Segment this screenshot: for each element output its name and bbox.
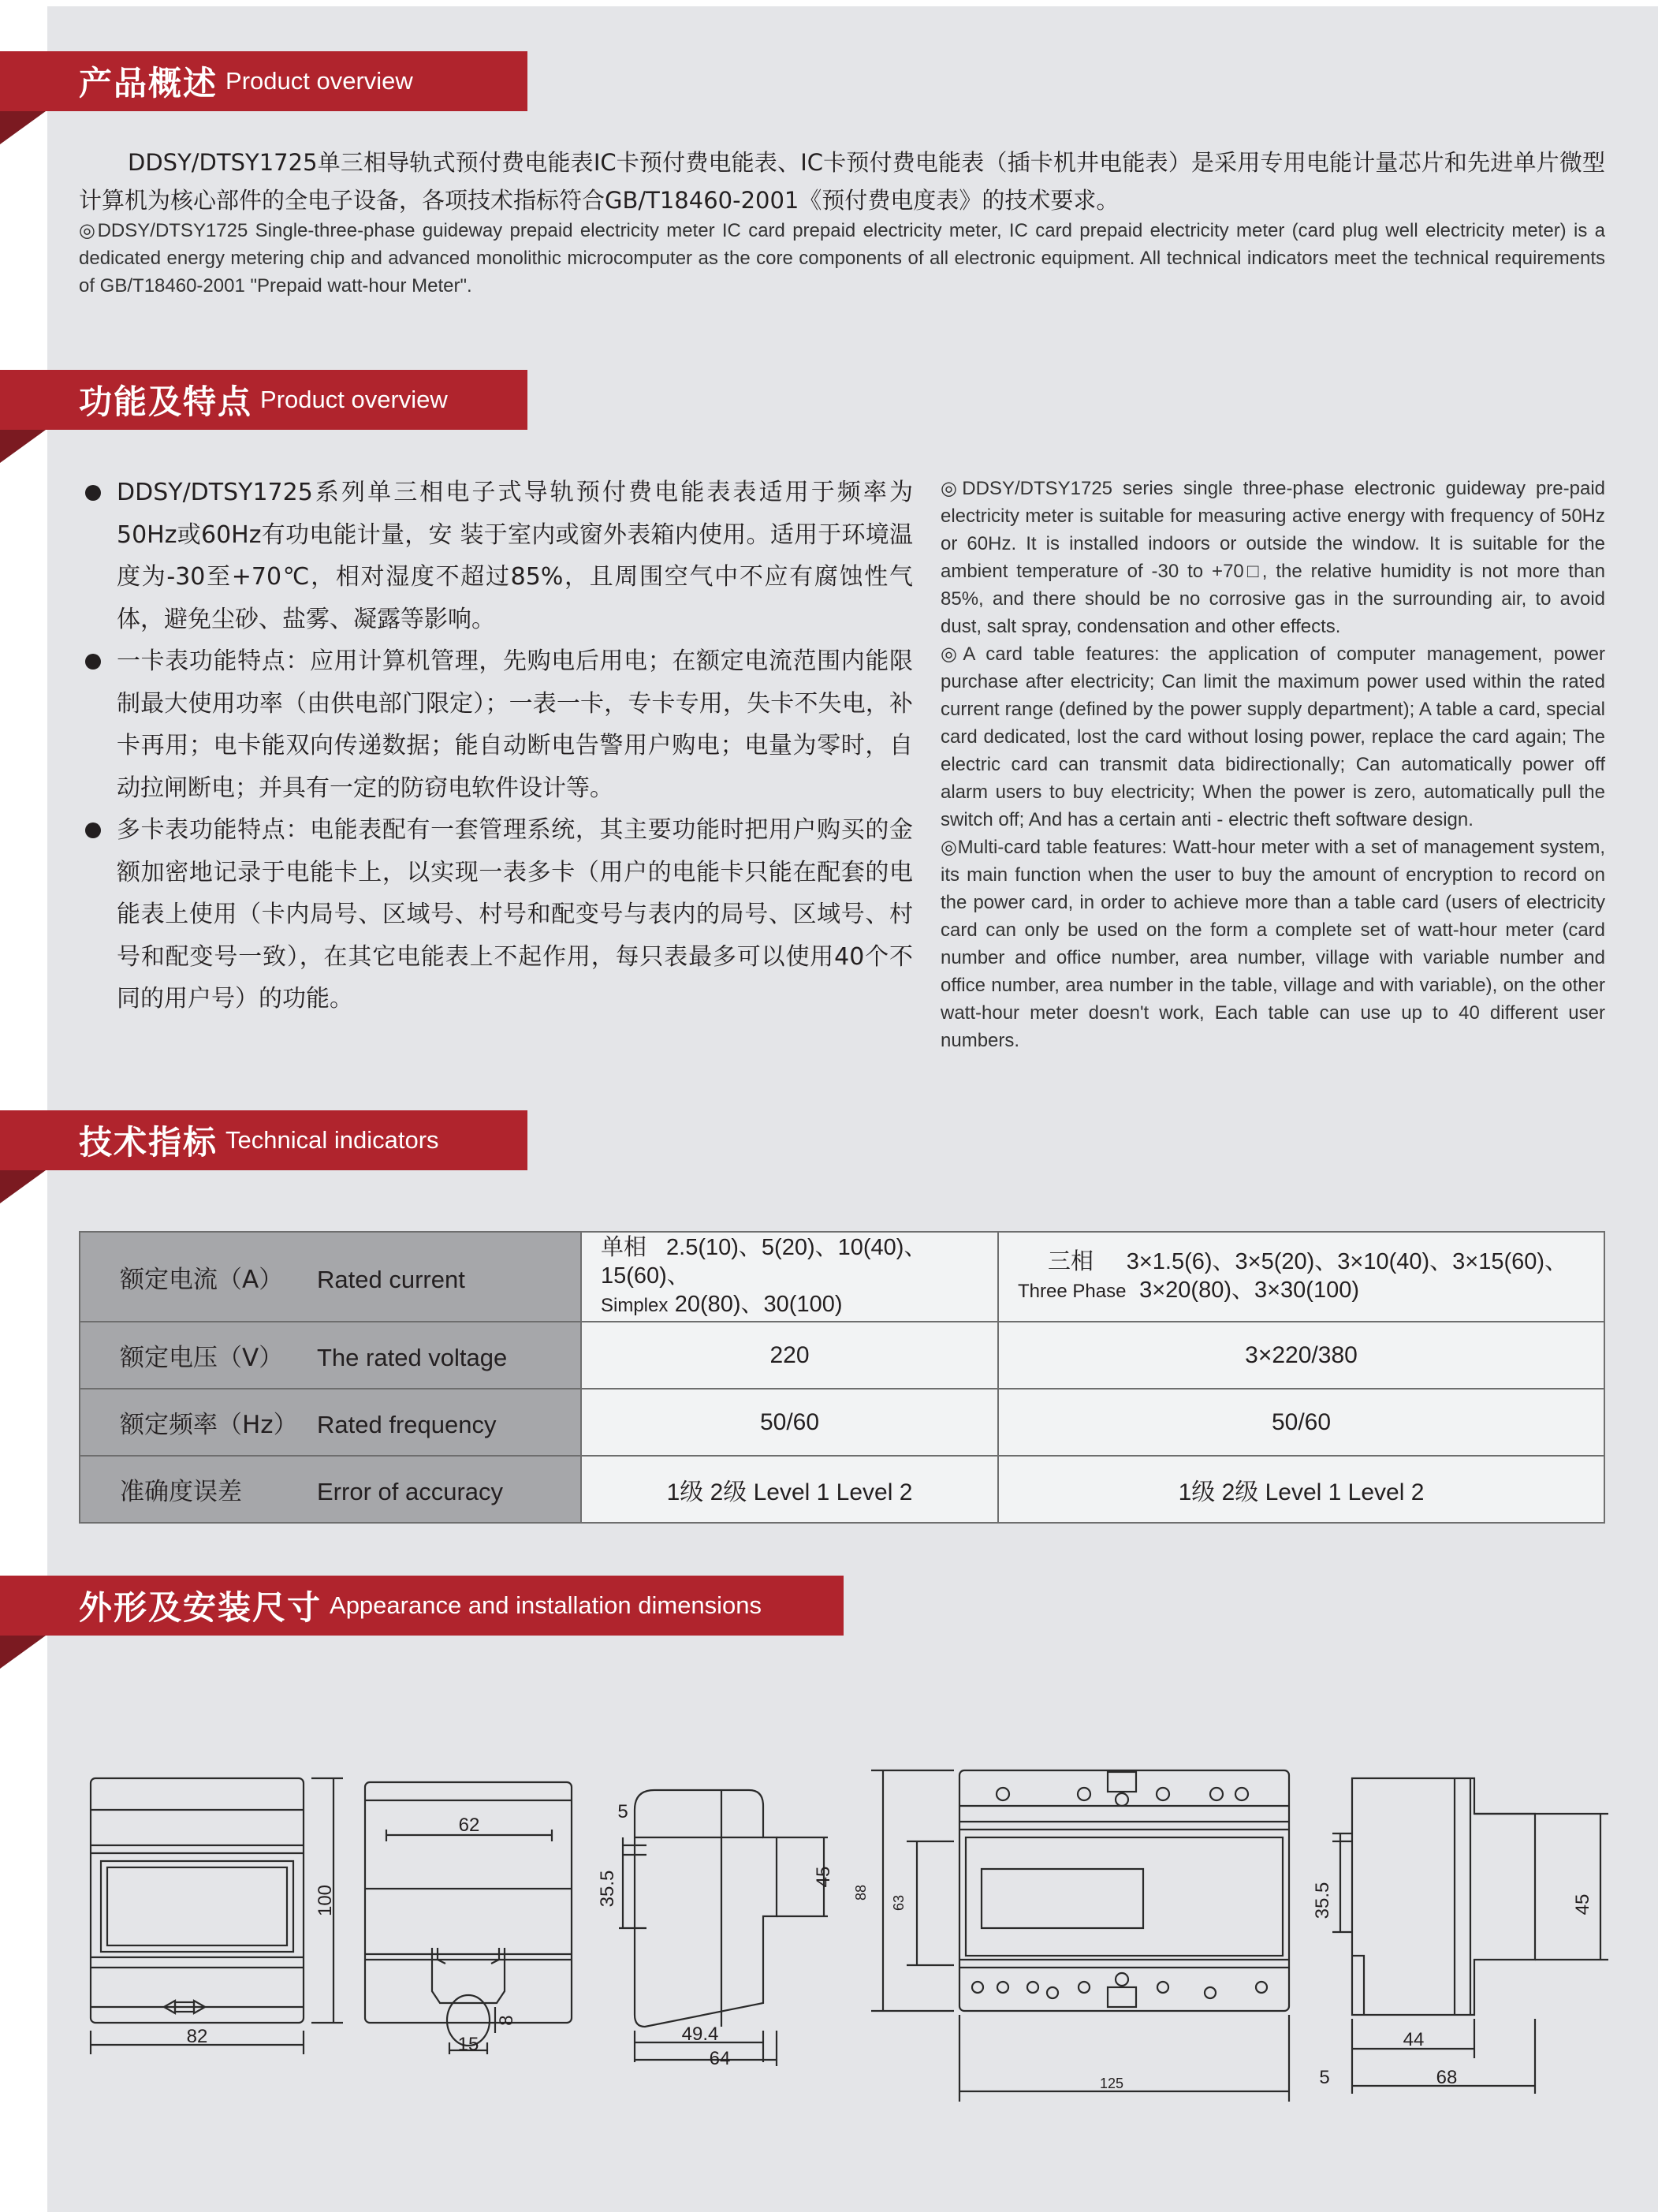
page-panel xyxy=(47,6,1658,2212)
dim-8: 8 xyxy=(496,2015,517,2026)
technical-table xyxy=(79,1231,1605,1524)
overview-en-paragraph: ◎DDSY/DTSY1725 Single-three-phase guideway prepaid electricity meter IC card prepaid electricity meter, IC card prepaid electricity meter (card plug well electricity meter) is a dedicated energy metering chip and advanced monolithic microcomputer as the core components of all electronic equipment. All technical indicators meet the technical requirements of GB/T18460-2001 "Prepaid watt-hour Meter". xyxy=(79,220,1605,297)
feature-en-text: ◎DDSY/DTSY1725 series single three-phase electronic guideway pre-paid electricity meter is suitable for measuring active energy with frequency of 50Hz or 60Hz. It is installed indoors or outside the window. It is suitable for the ambient temperature of -30 to +70□, the relative humidity is not more than 85%, and there should be no corrosive gas in the surrounding air, to avoid dust, salt spray, condensation and other effects. xyxy=(941,478,1605,637)
single-zh: 单相 xyxy=(601,1235,647,1260)
row-label xyxy=(80,1322,581,1389)
dim-5b: 5 xyxy=(1319,2067,1330,2088)
bullet-icon xyxy=(85,823,101,838)
section-banner-technical xyxy=(0,1110,527,1170)
banner-fold xyxy=(0,430,46,463)
row-label xyxy=(80,1232,581,1322)
features-zh-list xyxy=(79,472,913,1020)
dim-35-5a: 35.5 xyxy=(597,1870,618,1908)
label-en: Rated current xyxy=(317,1265,465,1293)
banner-fold xyxy=(0,111,46,144)
dim-45b: 45 xyxy=(1572,1893,1593,1915)
three-en: Three Phase xyxy=(1018,1281,1127,1302)
single-value: 50/60 xyxy=(581,1389,998,1456)
dim-44: 44 xyxy=(1403,2029,1425,2050)
section-title-en: Product overview xyxy=(225,67,413,95)
table-row xyxy=(80,1456,1604,1523)
dim-64: 64 xyxy=(709,2048,731,2069)
dim-68: 68 xyxy=(1436,2067,1458,2088)
row-label xyxy=(80,1456,581,1523)
section-title-en: Appearance and installation dimensions xyxy=(330,1591,762,1619)
section-title-zh: 功能及特点 xyxy=(79,382,253,421)
three-zh: 三相 xyxy=(1048,1249,1094,1274)
banner-fold xyxy=(0,1636,46,1669)
label-zh: 额定电压（V） xyxy=(120,1344,284,1372)
single-line2: 20(80)、30(100) xyxy=(674,1292,843,1317)
dim-15: 15 xyxy=(457,2034,479,2055)
dim-35-5b: 35.5 xyxy=(1312,1882,1333,1919)
section-title-zh: 技术指标 xyxy=(79,1123,218,1162)
label-en: The rated voltage xyxy=(317,1344,508,1371)
three-phase-current xyxy=(998,1232,1604,1322)
single-line1: 2.5(10)、5(20)、10(40)、15(60)、 xyxy=(601,1235,927,1289)
feature-en-text: ◎Multi-card table features: Watt-hour meter with a set of management system, its main function when the user to buy the amount of encryption to record on the power card, in order to achieve more than a table card (users of electricity card can only be used on the form a complete set of watt-hour meter (card number and office number, area number, village with variable number and office number, area number in the table, village and with variable), on the other watt-hour meter doesn't work, Each table can use up to 40 different user numbers. xyxy=(941,837,1605,1051)
label-en: Error of accuracy xyxy=(317,1478,504,1505)
feature-text: 多卡表功能特点：电能表配有一套管理系统，其主要功能时把用户购买的金额加密地记录于电能卡上，以实现一表多卡（用户的电能卡只能在配套的电能表上使用（卡内局号、区域号、村号和配变号与表内的局号、区域号、村号和配变号一致），在其它电能表上不起作用，每只表最多可以使用40个不同的用户号）的功能。 xyxy=(117,816,913,1013)
single-en: Simplex xyxy=(601,1295,669,1316)
section-title-zh: 产品概述 xyxy=(79,64,218,103)
dim-125: 125 xyxy=(1099,2076,1124,2091)
single-value: 1级 2级 Level 1 Level 2 xyxy=(581,1456,998,1523)
list-item xyxy=(79,640,913,809)
dim-88: 88 xyxy=(853,1884,869,1901)
section-title-en: Technical indicators xyxy=(225,1126,439,1154)
banner-fold xyxy=(0,1170,46,1203)
list-item xyxy=(79,809,913,1020)
label-zh: 准确度误差 xyxy=(120,1478,242,1506)
row-label xyxy=(80,1389,581,1456)
overview-zh-paragraph: DDSY/DTSY1725单三相导轨式预付费电能表IC卡预付费电能表、IC卡预付费电能表（插卡机井电能表）是采用专用电能计量芯片和先进单片微型计算机为核心部件的全电子设备，各项技术指标符合GB/T18460-2001《预付费电度表》的技术要求。 xyxy=(79,149,1605,214)
dim-100: 100 xyxy=(315,1884,336,1917)
feature-en-text: ◎A card table features: the application of computer management, power purchase after electricity; Can limit the maximum power used within the rated current range (defined by the power supply department); A table a card, special card dedicated, lost the card without losing power, replace the card again; The electric card can transmit data bidirectionally; Can automatically power off alarm users to buy electricity; When the power is zero, automatically pull the switch off; And has a certain anti - electric theft software design. xyxy=(941,643,1605,830)
dim-5a: 5 xyxy=(617,1801,628,1822)
three-line2: 3×20(80)、3×30(100) xyxy=(1139,1278,1360,1303)
three-value: 50/60 xyxy=(998,1389,1604,1456)
section-banner-overview xyxy=(0,51,527,111)
bullet-icon xyxy=(85,654,101,670)
table-row xyxy=(80,1389,1604,1456)
section-banner-features xyxy=(0,370,527,430)
dim-63: 63 xyxy=(891,1894,907,1912)
feature-text: DDSY/DTSY1725系列单三相电子式导轨预付费电能表表适用于频率为50Hz或60Hz有功电能计量，安 装于室内或窗外表箱内使用。适用于环境温度为-30至+70℃，相对湿度不超过85%，且周围空气中不应有腐蚀性气体，避免尘砂、盐雾、凝露等影响。 xyxy=(117,479,913,633)
section-title-en: Product overview xyxy=(260,386,448,413)
single-phase-current xyxy=(581,1232,998,1322)
feature-text: 一卡表功能特点：应用计算机管理，先购电后用电；在额定电流范围内能限制最大使用功率（由供电部门限定）；一表一卡，专卡专用，失卡不失电，补卡再用；电卡能双向传递数据；能自动断电告警用户购电；电量为零时，自动拉闸断电；并具有一定的防窃电软件设计等。 xyxy=(117,647,913,802)
section-title-zh: 外形及安装尺寸 xyxy=(79,1588,322,1627)
table-row xyxy=(80,1232,1604,1322)
bullet-icon xyxy=(85,485,101,501)
three-line1: 3×1.5(6)、3×5(20)、3×10(40)、3×15(60)、 xyxy=(1126,1249,1568,1274)
label-zh: 额定频率（Hz） xyxy=(120,1411,298,1439)
features-en-list xyxy=(941,475,1605,1054)
single-value: 220 xyxy=(581,1322,998,1389)
label-zh: 额定电流（A） xyxy=(120,1265,284,1294)
three-value: 1级 2级 Level 1 Level 2 xyxy=(998,1456,1604,1523)
dim-62: 62 xyxy=(458,1815,480,1836)
list-item xyxy=(79,472,913,640)
dim-49-4: 49.4 xyxy=(681,2024,719,2045)
dim-45a: 45 xyxy=(813,1866,834,1888)
dim-82: 82 xyxy=(186,2026,208,2047)
section-banner-dimensions xyxy=(0,1576,844,1636)
label-en: Rated frequency xyxy=(317,1411,497,1438)
three-value: 3×220/380 xyxy=(998,1322,1604,1389)
table-row xyxy=(80,1322,1604,1389)
